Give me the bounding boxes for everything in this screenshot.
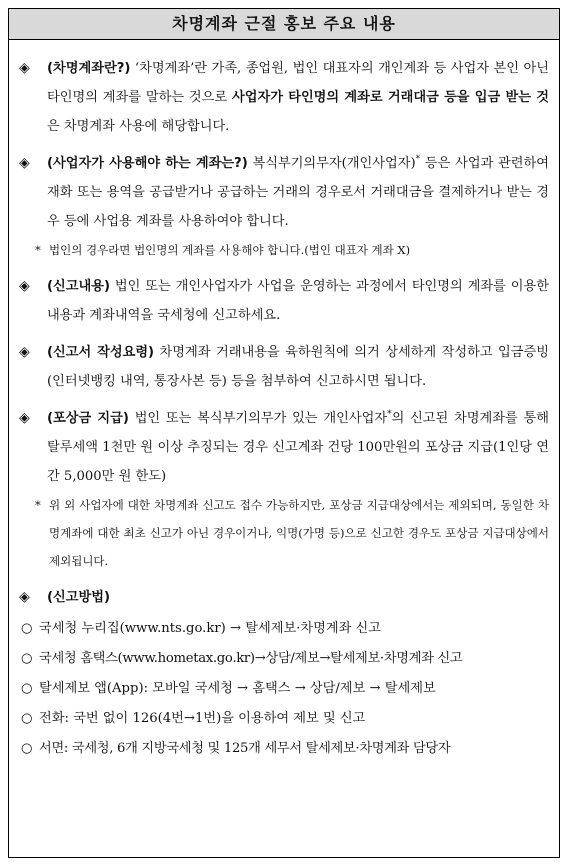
footnote xyxy=(35,491,549,575)
section-heading: (신고방법) xyxy=(47,590,111,605)
circle-bullet-icon: ○ xyxy=(21,651,33,666)
section-report-writing-guide xyxy=(19,338,549,396)
method-list xyxy=(19,614,549,764)
section-body xyxy=(47,583,549,612)
circle-bullet-icon: ○ xyxy=(21,681,33,696)
footnote-text: 법인의 경우라면 법인명의 계좌를 사용해야 합니다.(법인 대표자 계좌 X) xyxy=(49,243,411,257)
list-item xyxy=(21,704,549,734)
notice-box xyxy=(8,8,560,858)
footnote-marker: * xyxy=(387,409,392,420)
list-item xyxy=(21,734,549,764)
circle-bullet-icon: ○ xyxy=(21,621,33,636)
list-item xyxy=(21,644,549,674)
footnote-marker: * xyxy=(415,154,421,165)
emphasis-text: 사업자가 타인명의 계좌로 거래대금 등을 입금 받는 것 xyxy=(232,90,549,105)
section-body xyxy=(47,149,549,236)
diamond-bullet-icon: ◈ xyxy=(19,278,30,294)
section-heading: (사업자가 사용해야 하는 계좌는?) xyxy=(47,156,248,171)
footnote xyxy=(35,236,549,264)
section-text: 차명계좌 거래내용을 육하원칙에 의거 상세하게 작성하고 입금증빙(인터넷뱅킹 내역, 통장사본 등) 등을 첨부하여 신고하시면 됩니다. xyxy=(47,345,549,389)
footnote-text: 위 외 사업자에 대한 차명계좌 신고도 접수 가능하지만, 포상금 지급대상에서는 제외되며, 동일한 차명계좌에 대한 최초 신고가 아닌 경우이거나, 익명(가명 등)으로 신고한 경우도 포상금 지급대상에서 제외됩니다. xyxy=(49,498,549,568)
section-body xyxy=(47,404,549,491)
circle-bullet-icon: ○ xyxy=(21,711,33,726)
asterisk-icon: * xyxy=(35,243,41,257)
section-what-is-borrowed-account xyxy=(19,54,549,141)
page-title: 차명계좌 근절 홍보 주요 내용 xyxy=(9,9,559,40)
diamond-bullet-icon: ◈ xyxy=(19,410,30,426)
method-text: 탈세제보 앱(App): 모바일 국세청 → 홈택스 → 상담/제보 → 탈세제보 xyxy=(39,681,436,696)
section-text: 법인 또는 복식부기의무가 있는 개인사업자 xyxy=(128,411,388,426)
diamond-bullet-icon: ◈ xyxy=(19,155,30,171)
diamond-bullet-icon: ◈ xyxy=(19,589,30,605)
section-text: 은 차명계좌 사용에 해당합니다. xyxy=(47,119,230,134)
section-text: 등은 사업과 관련하여 재화 또는 용역을 공급받거나 공급하는 거래의 경우로서 거래대금을 결제하거나 받는 경우 등에 사업용 계좌를 사용하여야 합니다. xyxy=(47,156,550,229)
diamond-bullet-icon: ◈ xyxy=(19,60,30,76)
section-heading: (신고내용) xyxy=(47,279,111,294)
section-text: 의 신고된 차명계좌를 통해 탈루세액 1천만 원 이상 추징되는 경우 신고계좌 건당 100만원의 포상금 지급(1인당 연간 5,000만 원 한도) xyxy=(47,411,549,484)
asterisk-icon: * xyxy=(35,498,41,512)
section-reward-payment xyxy=(19,404,549,491)
section-body xyxy=(47,54,549,141)
list-item xyxy=(21,614,549,644)
section-text: 복식부기의무자(개인사업자) xyxy=(247,156,416,171)
method-text: 국세청 누리집(www.nts.go.kr) → 탈세제보·차명계좌 신고 xyxy=(39,621,382,636)
section-text: ‘차명계좌’란 가족, 종업원, 법인 대표자의 개인계좌 등 사업자 본인 아닌 타인명의 계좌를 말하는 것으로 xyxy=(47,61,549,105)
list-item xyxy=(21,674,549,704)
method-text: 국세청 홈택스(www.hometax.go.kr)→상담/제보→탈세제보·차명계좌 신고 xyxy=(39,651,463,666)
section-heading: (신고서 작성요령) xyxy=(47,345,155,360)
section-text: 법인 또는 개인사업자가 사업을 운영하는 과정에서 타인명의 계좌를 이용한 내용과 계좌내역을 국세청에 신고하세요. xyxy=(47,279,549,323)
section-report-method xyxy=(19,583,549,612)
section-body xyxy=(47,338,549,396)
diamond-bullet-icon: ◈ xyxy=(19,344,30,360)
circle-bullet-icon: ○ xyxy=(21,741,33,756)
section-business-account xyxy=(19,149,549,236)
method-text: 서면: 국세청, 6개 지방국세청 및 125개 세무서 탈세제보·차명계좌 담당자 xyxy=(39,741,451,756)
section-heading: (포상금 지급) xyxy=(47,411,129,426)
section-body xyxy=(47,272,549,330)
method-text: 전화: 국번 없이 126(4번→1번)을 이용하여 제보 및 신고 xyxy=(39,711,366,726)
section-report-content xyxy=(19,272,549,330)
section-heading: (차명계좌란?) xyxy=(47,61,131,76)
content xyxy=(9,40,559,764)
